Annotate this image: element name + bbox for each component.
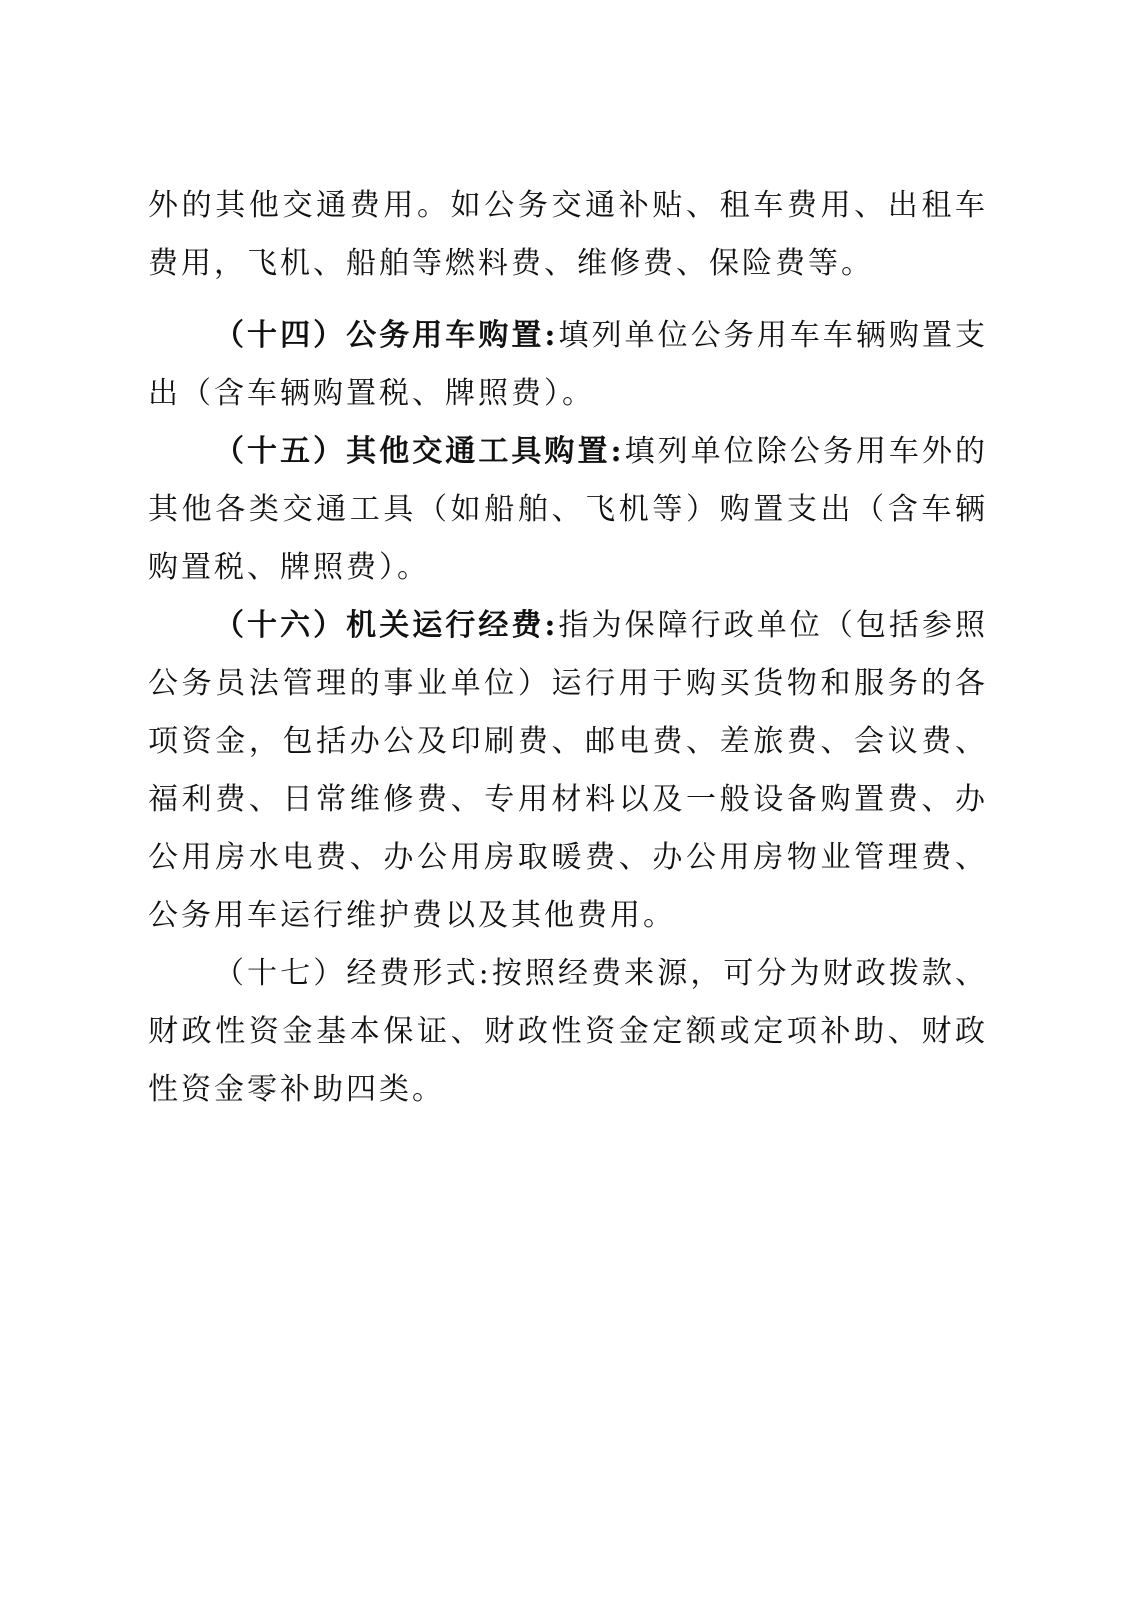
paragraph-17-funding-form: [148, 945, 988, 1119]
section-heading: （十七）经费形式:: [214, 956, 492, 991]
section-heading: （十六）机关运行经费:: [214, 608, 559, 643]
paragraph-text: 指为保障行政单位（包括参照公务员法管理的事业单位）运行用于购买货物和服务的各项资金，包括办公及印刷费、邮电费、差旅费、会议费、福利费、日常维修费、专用材料以及一般设备购置费、办公用房水电费、办公用房取暖费、办公用房物业管理费、公务用车运行维护费以及其他费用。: [148, 608, 989, 933]
paragraph-text: 按照经费来源，可分为财政拨款、财政性资金基本保证、财政性资金定额或定项补助、财政性资金零补助四类。: [148, 956, 988, 1107]
section-heading: （十五）其他交通工具购置:: [214, 434, 625, 469]
paragraph-text: 外的其他交通费用。如公务交通补贴、租车费用、出租车费用，飞机、船舶等燃料费、维修费、保险费等。: [148, 188, 988, 281]
paragraph-14-vehicle-purchase: [148, 307, 988, 423]
section-heading: （十四）公务用车购置:: [214, 318, 559, 353]
paragraph-text: 填列单位除公务用车外的其他各类交通工具（如船舶、飞机等）购置支出（含车辆购置税、牌照费）。: [148, 434, 989, 585]
paragraph-text: 填列单位公务用车车辆购置支出（含车辆购置税、牌照费）。: [148, 318, 989, 411]
paragraph-16-office-operating-funds: [148, 597, 988, 945]
paragraph-continuation: [148, 177, 988, 293]
paragraph-15-other-transport-purchase: [148, 423, 988, 597]
